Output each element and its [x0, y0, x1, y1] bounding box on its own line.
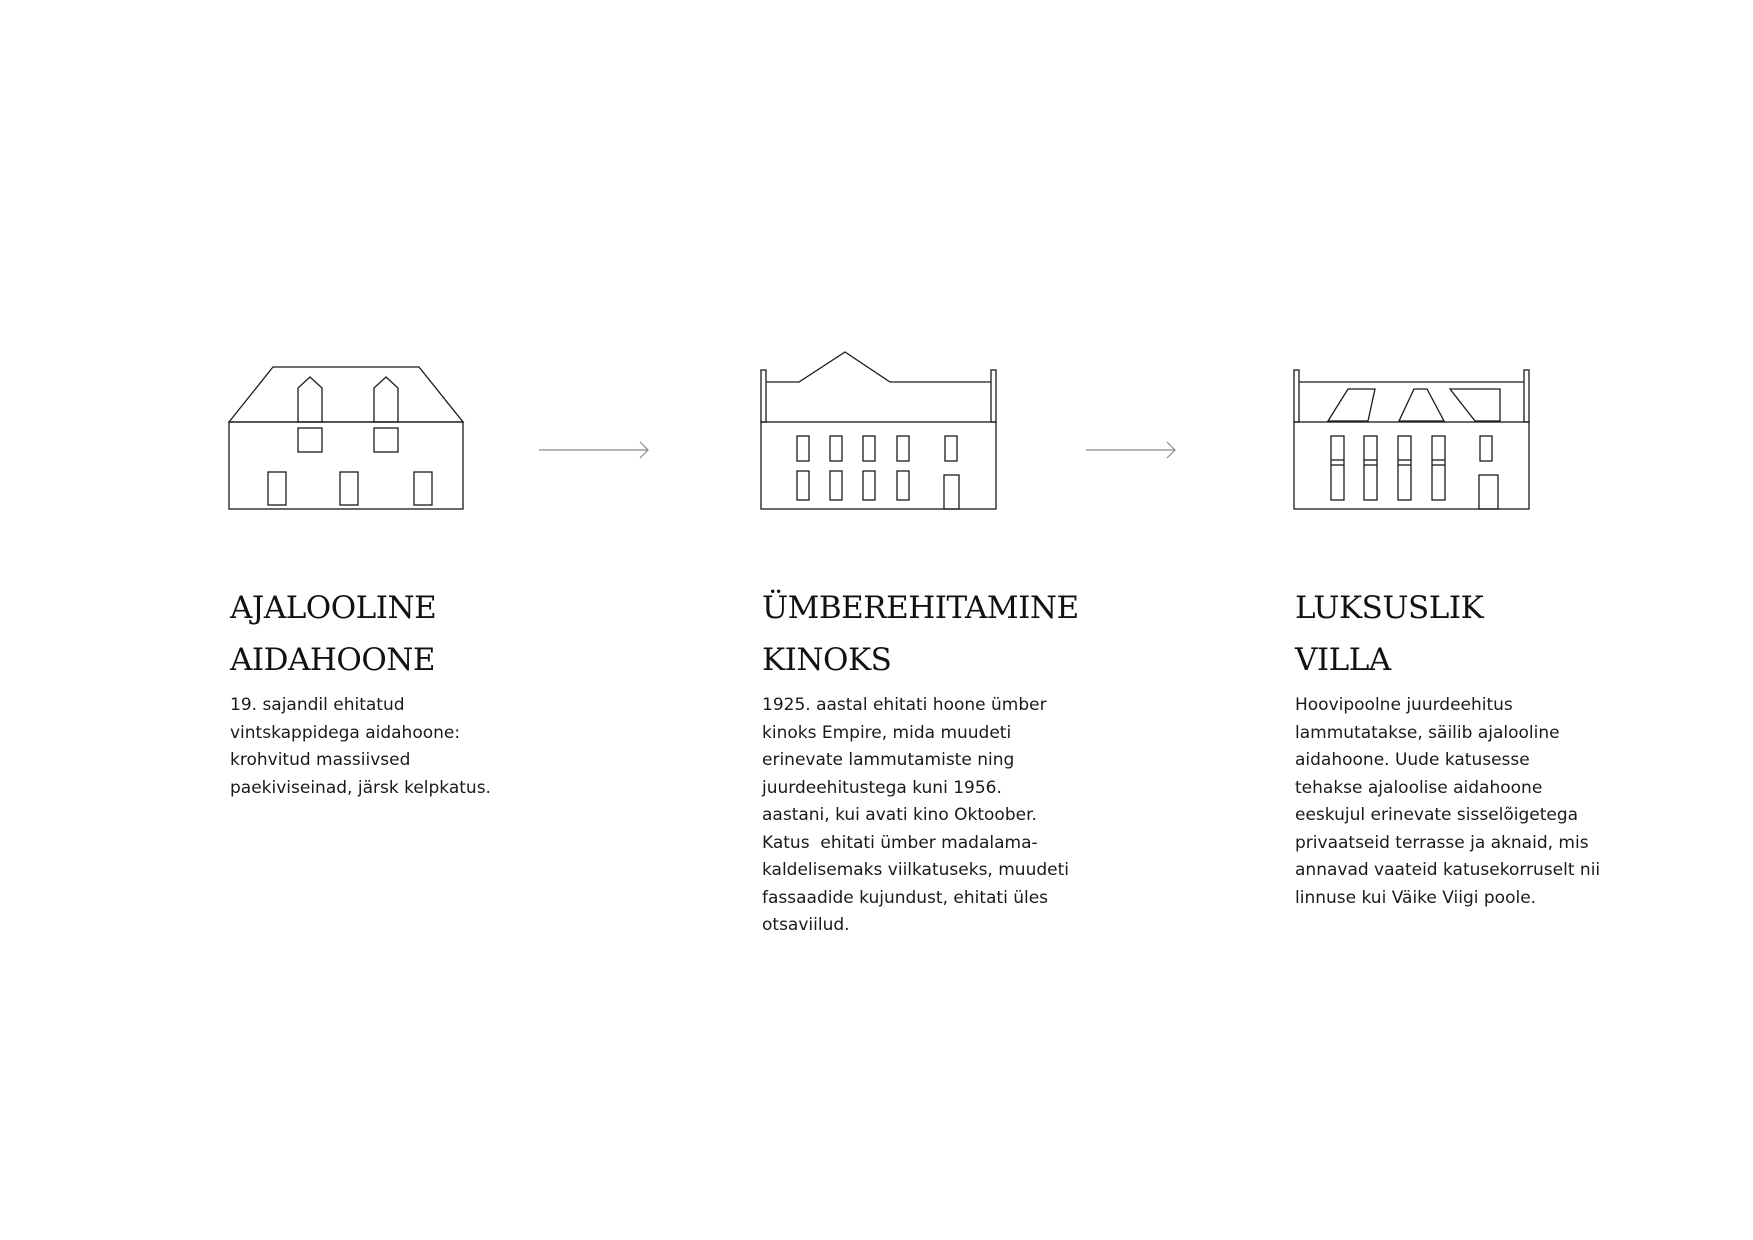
right-arrow-icon: [1084, 438, 1179, 462]
hatch-window-left: [298, 428, 322, 452]
lower-window-2: [830, 471, 842, 500]
description-line: lammutatakse, säilib ajalooline: [1295, 722, 1560, 743]
description-line: fassaadide kujundust, ehitati üles: [762, 887, 1049, 908]
stage-title: [1295, 582, 1625, 686]
parapet-left: [761, 370, 766, 422]
right-arrow-icon: [537, 438, 652, 462]
description-line: 1925. aastal ehitati hoone ümber: [762, 695, 1047, 715]
upper-window-2: [830, 436, 842, 461]
entrance-door: [944, 475, 959, 509]
stage-description: [230, 692, 560, 802]
roof-cut-center: [1399, 389, 1444, 421]
description-line: privaatseid terrasse ja aknaid, mis: [1295, 832, 1589, 853]
description-line: otsaviilud.: [762, 915, 850, 935]
lower-window-4: [897, 471, 909, 500]
stage-cinema-conversion: [762, 582, 1092, 940]
stage-title: [762, 582, 1092, 686]
facade-outline: [761, 422, 996, 509]
cinema-conversion-elevation-icon: [757, 340, 1007, 520]
description-line: aidahoone. Uude katusesse: [1295, 750, 1530, 770]
stage-title: [230, 582, 560, 686]
description-line: juurdeehitustega kuni 1956.: [762, 777, 1002, 798]
stage-description: [1295, 692, 1625, 912]
title-line: AIDAHOONE: [230, 642, 435, 678]
lower-window-3: [863, 471, 875, 500]
door-left: [268, 472, 286, 505]
upper-window-3: [863, 436, 875, 461]
parapet-right: [1524, 370, 1529, 422]
description-line: kaldelisemaks viilkatuseks, muudeti: [762, 860, 1069, 880]
upper-window-5: [945, 436, 957, 461]
description-line: linnuse kui Väike Viigi poole.: [1295, 887, 1537, 908]
small-window: [1480, 436, 1492, 461]
historic-granary-elevation-icon: [225, 340, 475, 520]
description-line: aastani, kui avati kino Oktoober.: [762, 805, 1037, 825]
tall-window-2: [1364, 436, 1377, 500]
upper-window-4: [897, 436, 909, 461]
description-line: vintskappidega aidahoone:: [230, 722, 461, 743]
roof-cut-left: [1328, 389, 1375, 421]
description-line: Katus ehitati ümber madalama-: [762, 832, 1038, 853]
title-line: KINOKS: [762, 642, 892, 678]
tall-window-1: [1331, 436, 1344, 500]
stage-luxury-villa: [1295, 582, 1625, 912]
facade-outline: [229, 422, 463, 509]
description-line: Hoovipoolne juurdeehitus: [1295, 695, 1513, 715]
description-line: eeskujul erinevate sisselõigetega: [1295, 805, 1579, 825]
description-line: annavad vaateid katusekorruselt nii: [1295, 860, 1601, 880]
door-center: [340, 472, 358, 505]
roof-cut-right: [1450, 389, 1500, 421]
gable-roof: [766, 352, 991, 382]
tall-window-3: [1398, 436, 1411, 500]
description-line: krohvitud massiivsed: [230, 750, 411, 770]
title-line: ÜMBEREHITAMINE: [762, 590, 1079, 626]
description-line: 19. sajandil ehitatud: [230, 695, 405, 715]
description-line: kinoks Empire, mida muudeti: [762, 722, 1012, 743]
luxury-villa-elevation-icon: [1290, 340, 1540, 520]
title-line: VILLA: [1295, 642, 1391, 678]
hatch-window-right: [374, 428, 398, 452]
dormer-left: [298, 377, 322, 422]
parapet-right: [991, 370, 996, 422]
description-line: paekiviseinad, järsk kelpkatus.: [230, 777, 491, 798]
description-line: erinevate lammutamiste ning: [762, 750, 1015, 770]
stage-historic-granary: [230, 582, 560, 802]
hip-roof: [229, 367, 463, 422]
stage-description: [762, 692, 1092, 940]
description-line: tehakse ajaloolise aidahoone: [1295, 777, 1543, 798]
lower-window-1: [797, 471, 809, 500]
title-line: LUKSUSLIK: [1295, 590, 1484, 626]
entrance-door: [1479, 475, 1498, 509]
parapet-left: [1294, 370, 1299, 422]
title-line: AJALOOLINE: [230, 590, 437, 626]
dormer-right: [374, 377, 398, 422]
tall-window-4: [1432, 436, 1445, 500]
door-right: [414, 472, 432, 505]
upper-window-1: [797, 436, 809, 461]
